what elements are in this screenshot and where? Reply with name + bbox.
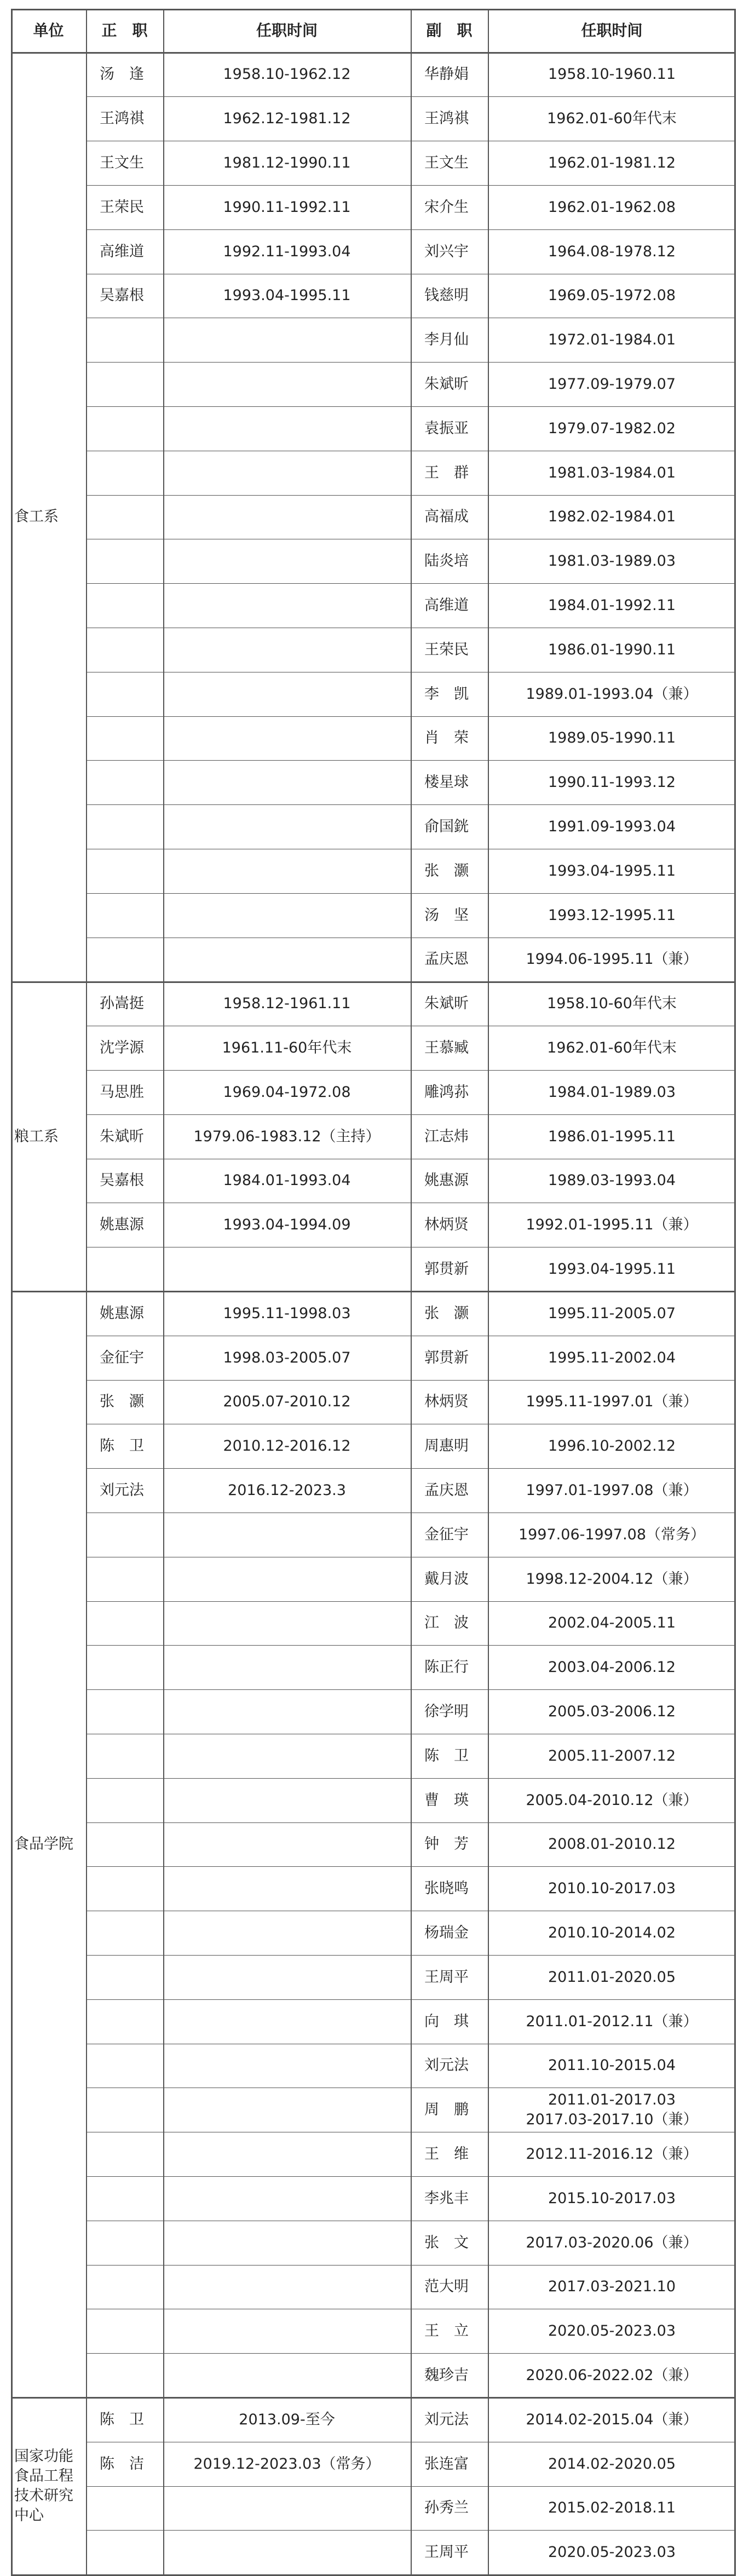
deputy-term: 1989.03-1993.04 (548, 1172, 676, 1189)
unit-label: 食品学院 (14, 1836, 73, 1853)
deputy-name: 郭贯新 (424, 1260, 469, 1278)
header-deputy-term: 任职时间 (581, 21, 643, 39)
deputy-name: 王周平 (424, 2544, 469, 2561)
deputy-term: 2011.01-2020.05 (548, 1968, 676, 1986)
deputy-name: 杨瑞金 (424, 1924, 469, 1941)
head-name: 陈 卫 (100, 2411, 144, 2428)
deputy-name: 钟 芳 (424, 1836, 469, 1853)
head-name: 朱斌昕 (100, 1128, 144, 1145)
deputy-term: 1958.10-1960.11 (548, 66, 676, 83)
head-name: 姚惠源 (100, 1216, 144, 1234)
header-unit: 单位 (33, 21, 64, 39)
deputy-term: 2015.10-2017.03 (548, 2189, 676, 2207)
head-name: 沈学源 (100, 1039, 144, 1056)
head-name: 王荣民 (100, 198, 144, 216)
deputy-term: 1996.10-2002.12 (548, 1438, 676, 1455)
unit-label: 国家功能 食品工程 技术研究 中心 (14, 2447, 73, 2524)
deputy-term: 2010.10-2017.03 (548, 1880, 676, 1898)
deputy-name: 王鸿祺 (424, 110, 469, 128)
deputy-name: 徐学明 (424, 1703, 469, 1720)
deputy-term: 1993.04-1995.11 (548, 862, 676, 879)
deputy-name: 朱斌昕 (424, 995, 469, 1013)
head-name: 陈 卫 (100, 1438, 144, 1455)
deputy-term: 1969.05-1972.08 (548, 287, 676, 304)
deputy-name: 张 灏 (424, 862, 469, 879)
section-divider (11, 1291, 736, 1292)
deputy-term: 2011.01-2012.11（兼） (526, 2013, 698, 2030)
deputy-term: 2020.05-2023.03 (548, 2544, 676, 2561)
deputy-term: 2014.02-2020.05 (548, 2455, 676, 2473)
deputy-term: 1981.03-1989.03 (548, 553, 676, 570)
deputy-name: 刘元法 (424, 2057, 469, 2074)
deputy-name: 楼星球 (424, 774, 469, 791)
deputy-term: 2011.10-2015.04 (548, 2057, 676, 2074)
deputy-term: 1979.07-1982.02 (548, 419, 676, 437)
deputy-term: 1989.05-1990.11 (548, 729, 676, 747)
deputy-name: 钱慈明 (424, 287, 469, 304)
deputy-term: 2002.04-2005.11 (548, 1614, 676, 1632)
deputy-name: 华静娟 (424, 66, 469, 83)
deputy-term: 1962.01-60年代末 (547, 110, 677, 128)
deputy-name: 范大明 (424, 2278, 469, 2296)
deputy-name: 高维道 (424, 596, 469, 614)
head-term: 1961.11-60年代末 (222, 1039, 352, 1056)
deputy-name: 魏珍吉 (424, 2366, 469, 2384)
head-name: 吴嘉根 (100, 287, 144, 304)
head-term: 2005.07-2010.12 (223, 1393, 351, 1411)
deputy-name: 雕鸿荪 (424, 1083, 469, 1101)
deputy-name: 刘兴宇 (424, 243, 469, 260)
deputy-name: 林炳贤 (424, 1216, 469, 1234)
head-name: 马思胜 (100, 1083, 144, 1101)
unit-label: 粮工系 (14, 1128, 59, 1145)
head-name: 张 灏 (100, 1393, 144, 1411)
deputy-term: 1995.11-2005.07 (548, 1304, 676, 1322)
deputy-name: 高福成 (424, 508, 469, 526)
head-term: 2019.12-2023.03（常务） (193, 2455, 381, 2473)
deputy-name: 李兆丰 (424, 2189, 469, 2207)
deputy-term: 2005.03-2006.12 (548, 1703, 676, 1720)
head-term: 1958.10-1962.12 (223, 66, 351, 83)
deputy-term: 1958.10-60年代末 (547, 995, 677, 1013)
head-term: 1962.12-1981.12 (223, 110, 351, 128)
column-divider (163, 9, 164, 2576)
deputy-term: 1994.06-1995.11（兼） (526, 951, 698, 968)
deputy-name: 陈正行 (424, 1659, 469, 1676)
deputy-term: 1984.01-1992.11 (548, 596, 676, 614)
deputy-term: 2003.04-2006.12 (548, 1659, 676, 1676)
deputy-name: 张连富 (424, 2455, 469, 2473)
deputy-name: 周惠明 (424, 1438, 469, 1455)
deputy-term: 1995.11-1997.01（兼） (526, 1393, 698, 1411)
deputy-term: 1991.09-1993.04 (548, 818, 676, 835)
head-term: 1984.01-1993.04 (223, 1172, 351, 1189)
head-term: 1990.11-1992.11 (223, 198, 351, 216)
deputy-name: 孙秀兰 (424, 2499, 469, 2517)
table-border-top (11, 9, 736, 10)
deputy-term: 2017.03-2021.10 (548, 2278, 676, 2296)
head-term: 1981.12-1990.11 (223, 154, 351, 171)
head-term: 1995.11-1998.03 (223, 1304, 351, 1322)
deputy-name: 王慕臧 (424, 1039, 469, 1056)
deputy-term: 1964.08-1978.12 (548, 243, 676, 260)
deputy-term: 1997.01-1997.08（兼） (526, 1481, 698, 1499)
deputy-term: 1997.06-1997.08（常务） (518, 1526, 706, 1543)
section-divider (11, 981, 736, 983)
deputy-name: 林炳贤 (424, 1393, 469, 1411)
deputy-name: 曹 瑛 (424, 1791, 469, 1809)
deputy-name: 俞国銧 (424, 818, 469, 835)
deputy-term: 2011.01-2017.03 2017.03-2017.10（兼） (526, 2091, 698, 2129)
head-name: 金征宇 (100, 1349, 144, 1366)
head-term: 1993.04-1995.11 (223, 287, 351, 304)
deputy-term: 1977.09-1979.07 (548, 375, 676, 393)
deputy-name: 张 灏 (424, 1304, 469, 1322)
deputy-term: 2014.02-2015.04（兼） (526, 2411, 698, 2428)
deputy-name: 向 琪 (424, 2013, 469, 2030)
head-name: 汤 逢 (100, 66, 144, 83)
deputy-name: 王荣民 (424, 641, 469, 658)
head-term: 1979.06-1983.12（主持） (193, 1128, 381, 1145)
deputy-name: 江 波 (424, 1614, 469, 1632)
deputy-name: 郭贯新 (424, 1349, 469, 1366)
deputy-name: 汤 坚 (424, 906, 469, 924)
column-divider (11, 9, 13, 2576)
deputy-term: 2015.02-2018.11 (548, 2499, 676, 2517)
head-name: 王鸿祺 (100, 110, 144, 128)
header-head-title: 正 职 (101, 21, 148, 39)
deputy-term: 2020.06-2022.02（兼） (526, 2366, 698, 2384)
head-name: 高维道 (100, 243, 144, 260)
deputy-name: 陆炎培 (424, 553, 469, 570)
deputy-term: 1992.01-1995.11（兼） (526, 1216, 698, 1234)
deputy-name: 袁振亚 (424, 419, 469, 437)
header-divider (11, 52, 736, 54)
column-divider (411, 9, 412, 2576)
deputy-term: 1989.01-1993.04（兼） (526, 685, 698, 703)
deputy-term: 1986.01-1995.11 (548, 1128, 676, 1145)
deputy-term: 1982.02-1984.01 (548, 508, 676, 526)
column-divider (488, 9, 489, 2576)
deputy-name: 王 立 (424, 2322, 469, 2340)
deputy-term: 1981.03-1984.01 (548, 464, 676, 481)
head-term: 1993.04-1994.09 (223, 1216, 351, 1234)
column-divider (734, 9, 736, 2576)
head-term: 1958.12-1961.11 (223, 995, 351, 1013)
deputy-term: 1986.01-1990.11 (548, 641, 676, 658)
deputy-name: 朱斌昕 (424, 375, 469, 393)
head-name: 刘元法 (100, 1481, 144, 1499)
deputy-name: 刘元法 (424, 2411, 469, 2428)
deputy-name: 戴月波 (424, 1570, 469, 1588)
deputy-name: 王周平 (424, 1968, 469, 1986)
deputy-name: 李 凯 (424, 685, 469, 703)
deputy-name: 孟庆恩 (424, 951, 469, 968)
head-name: 陈 洁 (100, 2455, 144, 2473)
deputy-name: 宋介生 (424, 198, 469, 216)
deputy-term: 2020.05-2023.03 (548, 2322, 676, 2340)
deputy-term: 1993.04-1995.11 (548, 1260, 676, 1278)
deputy-name: 姚惠源 (424, 1172, 469, 1189)
deputy-name: 陈 卫 (424, 1747, 469, 1764)
table-border-bottom (11, 2574, 736, 2576)
deputy-term: 2008.01-2010.12 (548, 1836, 676, 1853)
deputy-name: 李月仙 (424, 331, 469, 349)
deputy-term: 1962.01-1981.12 (548, 154, 676, 171)
deputy-name: 孟庆恩 (424, 1481, 469, 1499)
deputy-name: 肖 荣 (424, 729, 469, 747)
head-term: 1969.04-1972.08 (223, 1083, 351, 1101)
deputy-term: 1984.01-1989.03 (548, 1083, 676, 1101)
head-name: 王文生 (100, 154, 144, 171)
deputy-term: 1962.01-60年代末 (547, 1039, 677, 1056)
deputy-term: 2005.11-2007.12 (548, 1747, 676, 1764)
section-divider (11, 2397, 736, 2399)
unit-label: 食工系 (14, 508, 59, 526)
head-name: 吴嘉根 (100, 1172, 144, 1189)
deputy-term: 1962.01-1962.08 (548, 198, 676, 216)
deputy-term: 2017.03-2020.06（兼） (526, 2234, 698, 2251)
head-term: 2016.12-2023.3 (228, 1481, 346, 1499)
head-name: 孙嵩挺 (100, 995, 144, 1013)
deputy-term: 1998.12-2004.12（兼） (526, 1570, 698, 1588)
header-deputy-title: 副 职 (426, 21, 473, 39)
deputy-term: 1993.12-1995.11 (548, 906, 676, 924)
deputy-name: 王 群 (424, 464, 469, 481)
deputy-name: 金征宇 (424, 1526, 469, 1543)
deputy-term: 1990.11-1993.12 (548, 774, 676, 791)
head-name: 姚惠源 (100, 1304, 144, 1322)
deputy-name: 王文生 (424, 154, 469, 171)
deputy-term: 2005.04-2010.12（兼） (526, 1791, 698, 1809)
header-head-term: 任职时间 (256, 21, 318, 39)
deputy-name: 周 鹏 (424, 2101, 469, 2119)
deputy-name: 江志炜 (424, 1128, 469, 1145)
deputy-name: 王 维 (424, 2145, 469, 2163)
head-term: 1998.03-2005.07 (223, 1349, 351, 1366)
deputy-term: 1972.01-1984.01 (548, 331, 676, 349)
head-term: 2010.12-2016.12 (223, 1438, 351, 1455)
deputy-term: 2010.10-2014.02 (548, 1924, 676, 1941)
deputy-term: 1995.11-2002.04 (548, 1349, 676, 1366)
head-term: 2013.09-至今 (239, 2411, 335, 2428)
deputy-name: 张 文 (424, 2234, 469, 2251)
column-divider (86, 9, 87, 2576)
deputy-name: 张晓鸣 (424, 1880, 469, 1898)
head-term: 1992.11-1993.04 (223, 243, 351, 260)
deputy-term: 2012.11-2016.12（兼） (526, 2145, 698, 2163)
